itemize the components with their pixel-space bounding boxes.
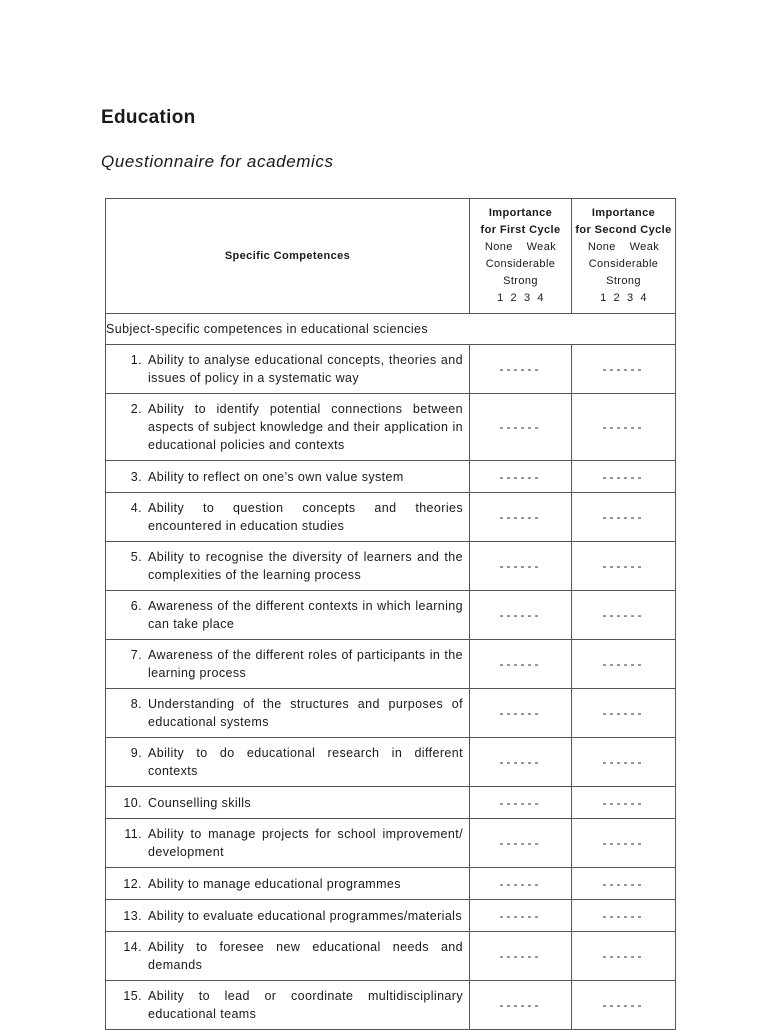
table-row: [106, 738, 676, 787]
table-row: [106, 461, 676, 493]
competence-cell: [106, 932, 470, 981]
first-cycle-rating-blank[interactable]: ------: [470, 591, 572, 640]
section-row: [106, 314, 676, 345]
table-row: [106, 787, 676, 819]
first-cycle-rating-blank[interactable]: ------: [470, 689, 572, 738]
first-cycle-rating-blank[interactable]: ------: [470, 868, 572, 900]
item-number: 2.: [130, 402, 142, 416]
second-cycle-rating-blank[interactable]: ------: [572, 868, 676, 900]
first-cycle-rating-blank[interactable]: ------: [470, 932, 572, 981]
competence-cell: [106, 640, 470, 689]
first-cycle-scale4: 1 2 3 4: [497, 292, 544, 304]
item-number: 1.: [130, 353, 142, 367]
second-cycle-scale2: Considerable: [588, 258, 659, 270]
item-text: Awareness of the different roles of participants in the learning process: [148, 648, 463, 680]
second-cycle-rating-blank[interactable]: ------: [572, 345, 676, 394]
item-number: 8.: [130, 697, 142, 711]
item-number: 9.: [130, 746, 142, 760]
item-text: Understanding of the structures and purposes of educational systems: [148, 697, 463, 729]
item-number: 10.: [123, 795, 142, 810]
first-cycle-rating-blank[interactable]: ------: [470, 394, 572, 461]
item-text: Awareness of the different contexts in which learning can take place: [148, 599, 463, 631]
first-cycle-rating-blank[interactable]: ------: [470, 738, 572, 787]
item-text: Ability to evaluate educational programmes/materials: [148, 908, 463, 923]
item-number: 12.: [123, 876, 142, 891]
first-cycle-rating-blank[interactable]: ------: [470, 819, 572, 868]
second-cycle-rating-blank[interactable]: ------: [572, 493, 676, 542]
competence-cell: [106, 394, 470, 461]
item-number: 15.: [123, 989, 142, 1003]
competence-cell: [106, 981, 470, 1030]
second-cycle-rating-blank[interactable]: ------: [572, 787, 676, 819]
first-cycle-scale1: None Weak: [484, 241, 557, 253]
second-cycle-rating-blank[interactable]: ------: [572, 640, 676, 689]
second-cycle-rating-blank[interactable]: ------: [572, 981, 676, 1030]
first-cycle-rating-blank[interactable]: ------: [470, 542, 572, 591]
item-text: Ability to lead or coordinate multidisciplinary educational teams: [148, 989, 463, 1021]
competence-cell: [106, 493, 470, 542]
first-cycle-rating-blank[interactable]: ------: [470, 640, 572, 689]
item-number: 13.: [123, 908, 142, 923]
competence-cell: [106, 542, 470, 591]
competence-cell: [106, 591, 470, 640]
first-cycle-rating-blank[interactable]: ------: [470, 787, 572, 819]
header-first-cycle: [470, 199, 572, 314]
competences-table: [105, 198, 676, 1030]
competence-cell: [106, 345, 470, 394]
competence-cell: [106, 868, 470, 900]
item-text: Ability to recognise the diversity of learners and the complexities of the learning process: [148, 550, 463, 582]
second-cycle-rating-blank[interactable]: ------: [572, 900, 676, 932]
item-text: Ability to manage educational programmes: [148, 876, 401, 891]
second-cycle-rating-blank[interactable]: ------: [572, 819, 676, 868]
first-cycle-rating-blank[interactable]: ------: [470, 981, 572, 1030]
second-cycle-rating-blank[interactable]: ------: [572, 542, 676, 591]
second-cycle-scale3: Strong: [606, 275, 641, 287]
table-row: [106, 868, 676, 900]
table-header-row: [106, 199, 676, 314]
item-text: Ability to manage projects for school improvement/ development: [148, 827, 463, 859]
second-cycle-title2: for Second Cycle: [575, 224, 672, 236]
competence-cell: [106, 787, 470, 819]
item-text: Ability to foresee new educational needs and demands: [148, 940, 463, 972]
first-cycle-rating-blank[interactable]: ------: [470, 345, 572, 394]
first-cycle-rating-blank[interactable]: ------: [470, 900, 572, 932]
competence-cell: [106, 461, 470, 493]
item-number: 3.: [130, 469, 142, 484]
second-cycle-title1: Importance: [591, 207, 656, 219]
second-cycle-rating-blank[interactable]: ------: [572, 591, 676, 640]
item-number: 5.: [130, 550, 142, 564]
competence-cell: [106, 689, 470, 738]
second-cycle-rating-blank[interactable]: ------: [572, 394, 676, 461]
first-cycle-rating-blank[interactable]: ------: [470, 493, 572, 542]
item-text: Ability to analyse educational concepts, theories and issues of policy in a systematic way: [148, 353, 463, 385]
item-number: 11.: [124, 827, 142, 841]
table-row: [106, 345, 676, 394]
item-text: Ability to question concepts and theories encountered in education studies: [148, 501, 463, 533]
item-text: Ability to reflect on one’s own value system: [148, 469, 404, 484]
second-cycle-rating-blank[interactable]: ------: [572, 932, 676, 981]
first-cycle-scale2: Considerable: [485, 258, 556, 270]
competence-cell: [106, 738, 470, 787]
table-row: [106, 591, 676, 640]
second-cycle-scale1: None Weak: [587, 241, 660, 253]
second-cycle-scale4: 1 2 3 4: [600, 292, 647, 304]
table-row: [106, 819, 676, 868]
header-second-cycle: [572, 199, 676, 314]
table-row: [106, 932, 676, 981]
table-row: [106, 900, 676, 932]
item-text: Ability to identify potential connections between aspects of subject knowledge and their application in educational policies and contexts: [148, 402, 463, 452]
first-cycle-scale3: Strong: [503, 275, 538, 287]
item-text: Ability to do educational research in different contexts: [148, 746, 463, 778]
item-number: 7.: [130, 648, 142, 662]
competence-cell: [106, 819, 470, 868]
table-row: [106, 493, 676, 542]
second-cycle-rating-blank[interactable]: ------: [572, 689, 676, 738]
item-number: 14.: [123, 940, 142, 954]
first-cycle-rating-blank[interactable]: ------: [470, 461, 572, 493]
section-title: Subject-specific competences in educational sciencies: [106, 314, 676, 345]
header-specific-competences: Specific Competences: [106, 199, 470, 314]
competence-rows: [106, 345, 676, 1030]
first-cycle-title2: for First Cycle: [480, 224, 561, 236]
item-number: 6.: [130, 599, 142, 613]
table-row: [106, 640, 676, 689]
item-text: Counselling skills: [148, 795, 252, 810]
competence-cell: [106, 900, 470, 932]
table-row: [106, 542, 676, 591]
page-subheading: Questionnaire for academics: [101, 152, 334, 171]
table-row: [106, 981, 676, 1030]
page-heading: Education: [101, 107, 196, 128]
table-row: [106, 689, 676, 738]
first-cycle-title1: Importance: [488, 207, 553, 219]
second-cycle-rating-blank[interactable]: ------: [572, 738, 676, 787]
item-number: 4.: [130, 501, 142, 515]
second-cycle-rating-blank[interactable]: ------: [572, 461, 676, 493]
table-row: [106, 394, 676, 461]
